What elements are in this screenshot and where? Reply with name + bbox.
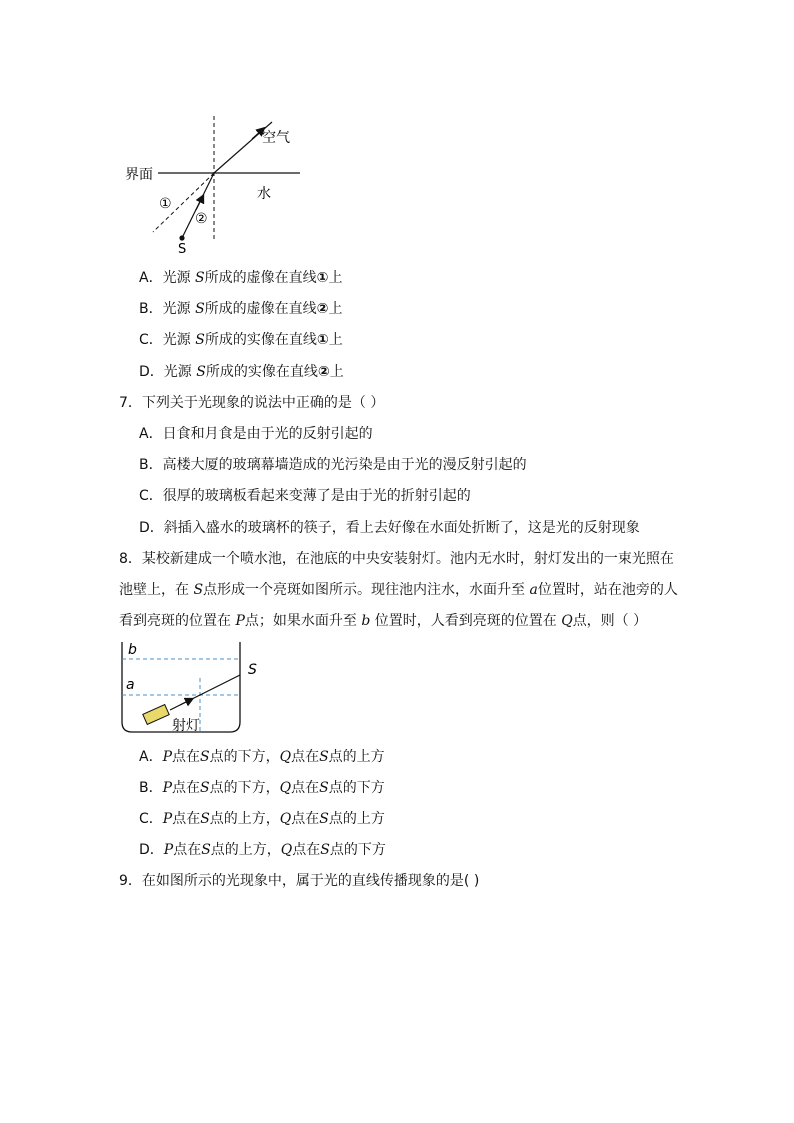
q8-option-d: D．P点在S点的上方，Q点在S点的下方 bbox=[139, 842, 386, 858]
label-interface: 界面 bbox=[125, 167, 153, 183]
q7-option-d: D．斜插入盛水的玻璃杯的筷子，看上去好像在水面处折断了，这是光的反射现象 bbox=[139, 520, 640, 536]
q6-option-d: D．光源 S所成的实像在直线②上 bbox=[139, 364, 344, 380]
q7-option-a: A．日食和月食是由于光的反射引起的 bbox=[139, 426, 373, 442]
label-S: S bbox=[248, 662, 257, 678]
label-line-1: ① bbox=[159, 196, 172, 212]
q7-stem: 7．下列关于光现象的说法中正确的是（ ） bbox=[119, 395, 385, 411]
pool-diagram bbox=[118, 640, 268, 740]
label-a: a bbox=[126, 677, 135, 693]
source-point bbox=[179, 235, 184, 240]
label-source: S bbox=[178, 242, 187, 257]
q7-option-b: B．高楼大厦的玻璃幕墙造成的光污染是由于光的漫反射引起的 bbox=[139, 457, 527, 473]
q8-option-b: B．P点在S点的下方，Q点在S点的下方 bbox=[139, 780, 385, 796]
label-line-2: ② bbox=[195, 211, 208, 227]
lamp-icon bbox=[143, 705, 169, 725]
q8-stem-line-2: 池壁上，在 S点形成一个亮斑如图所示。现往池内注水，水面升至 a位置时，站在池旁的人 bbox=[119, 582, 678, 598]
q7-option-c: C．很厚的玻璃板看起来变薄了是由于光的折射引起的 bbox=[139, 488, 471, 504]
q6-option-a: A．光源 S所成的虚像在直线①上 bbox=[139, 270, 343, 286]
q6-option-c: C．光源 S所成的实像在直线①上 bbox=[139, 332, 343, 348]
q8-stem-line-1: 8．某校新建成一个喷水池，在池底的中央安装射灯。池内无水时，射灯发出的一束光照在 bbox=[119, 551, 674, 567]
label-lamp: 射灯 bbox=[172, 718, 200, 734]
label-b: b bbox=[128, 642, 137, 658]
refraction-diagram bbox=[120, 112, 310, 257]
label-air: 空气 bbox=[262, 130, 290, 146]
label-water: 水 bbox=[257, 186, 271, 202]
q9-stem: 9．在如图所示的光现象中，属于光的直线传播现象的是( ) bbox=[119, 873, 480, 889]
q8-option-a: A．P点在S点的下方，Q点在S点的上方 bbox=[139, 749, 385, 765]
q6-option-b: B．光源 S所成的虚像在直线②上 bbox=[139, 301, 343, 317]
q8-option-c: C．P点在S点的上方，Q点在S点的上方 bbox=[139, 811, 385, 827]
q8-stem-line-3: 看到亮斑的位置在 P点；如果水面升至 b 位置时，人看到亮斑的位置在 Q点，则（ ） bbox=[119, 613, 648, 629]
